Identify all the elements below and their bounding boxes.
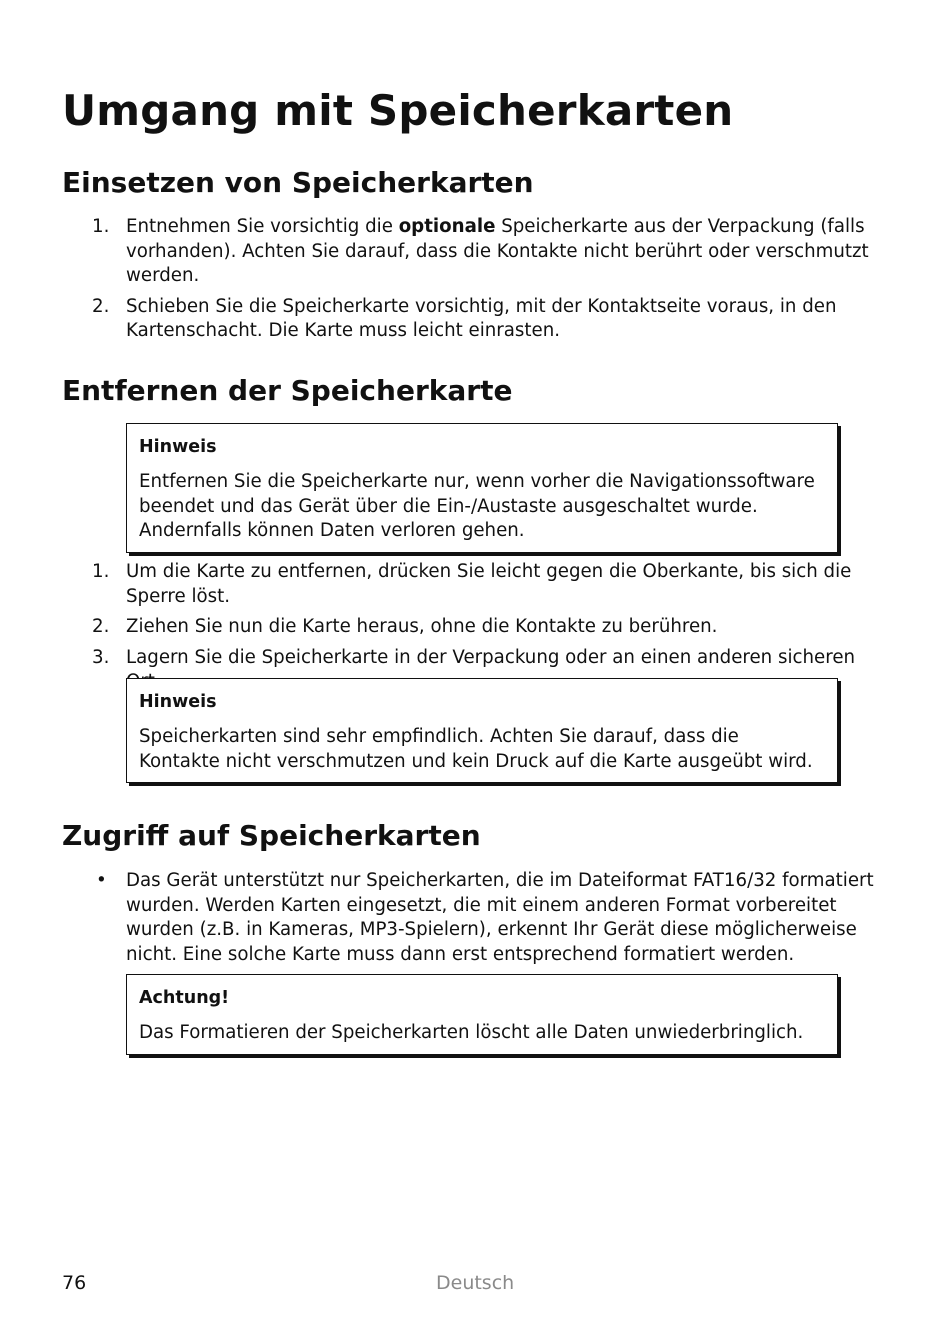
note-text: Entfernen Sie die Speicherkarte nur, wenn vorher die Navigationssoftware beendet und das Gerät über die Ein-/Austaste ausgeschaltet wurde. Andernfalls können Daten verloren gehen. xyxy=(139,471,815,541)
step-number: 1. xyxy=(92,216,110,237)
warning-title: Achtung! xyxy=(139,988,230,1008)
step-text: Lagern Sie die Speicherkarte in der Verpackung oder an einen anderen sicheren xyxy=(126,646,856,668)
step-number: 2. xyxy=(92,616,110,637)
footer-language: Deutsch xyxy=(436,1272,515,1294)
step-text: Um die Karte zu entfernen, drücken Sie leicht gegen die Oberkante, bis sich die Sperre löst. xyxy=(126,561,852,607)
page-number: 76 xyxy=(62,1272,87,1294)
step-text-post: Speicherkarte aus der Verpackung (falls vorhanden). Achten Sie darauf, dass die Kontakte nicht berührt oder verschmutzt werden. xyxy=(126,216,869,286)
section-heading-remove: Entfernen der Speicherkarte xyxy=(62,374,513,407)
step-text: Ziehen Sie nun die Karte heraus, ohne die Kontakte zu berühren. xyxy=(126,616,718,637)
step-number: 2. xyxy=(92,295,110,317)
note-box-remove xyxy=(126,423,838,553)
step-number: 1. xyxy=(92,561,110,582)
list-item xyxy=(92,295,892,344)
insert-steps-list xyxy=(92,215,892,350)
step-text-bold: optionale xyxy=(398,216,496,237)
step-text: Schieben Sie die Speicherkarte vorsichtig, mit der Kontaktseite voraus, in den Kartenschacht. Die Karte muss leicht einrasten. xyxy=(126,295,837,341)
note-box-care xyxy=(126,678,838,783)
note-title: Hinweis xyxy=(139,692,217,712)
bullet-text: Das Gerät unterstützt nur Speicherkarten, die im Dateiformat FAT16/32 formatiert wurden. Werden Karten eingesetzt, die mit einem anderen Format vorbereitet wurden (z.B. in Kameras, MP3-Spielern), erkennt Ihr Gerät diese möglicherweise nicht. Eine solche Karte muss dann erst entsprechend formatiert werden. xyxy=(126,870,874,965)
note-text: Speicherkarten sind sehr empfindlich. Achten Sie darauf, dass die Kontakte nicht verschmutzen und kein Druck auf die Karte ausgeübt wird. xyxy=(139,726,813,772)
list-item xyxy=(92,615,892,640)
note-title: Hinweis xyxy=(139,437,217,457)
step-number: 3. xyxy=(92,646,110,668)
list-item xyxy=(92,560,892,609)
list-item xyxy=(92,869,892,967)
bullet-icon: • xyxy=(96,870,107,891)
warning-text: Das Formatieren der Speicherkarten löscht alle Daten unwiederbringlich. xyxy=(139,1022,804,1043)
access-bullet-list xyxy=(92,869,892,973)
section-heading-access: Zugriff auf Speicherkarten xyxy=(62,819,481,852)
section-heading-insert: Einsetzen von Speicherkarten xyxy=(62,166,534,199)
list-item xyxy=(92,215,892,289)
warning-box xyxy=(126,974,838,1055)
page-title: Umgang mit Speicherkarten xyxy=(62,86,734,135)
step-text-pre: Entnehmen Sie vorsichtig die xyxy=(126,216,399,237)
